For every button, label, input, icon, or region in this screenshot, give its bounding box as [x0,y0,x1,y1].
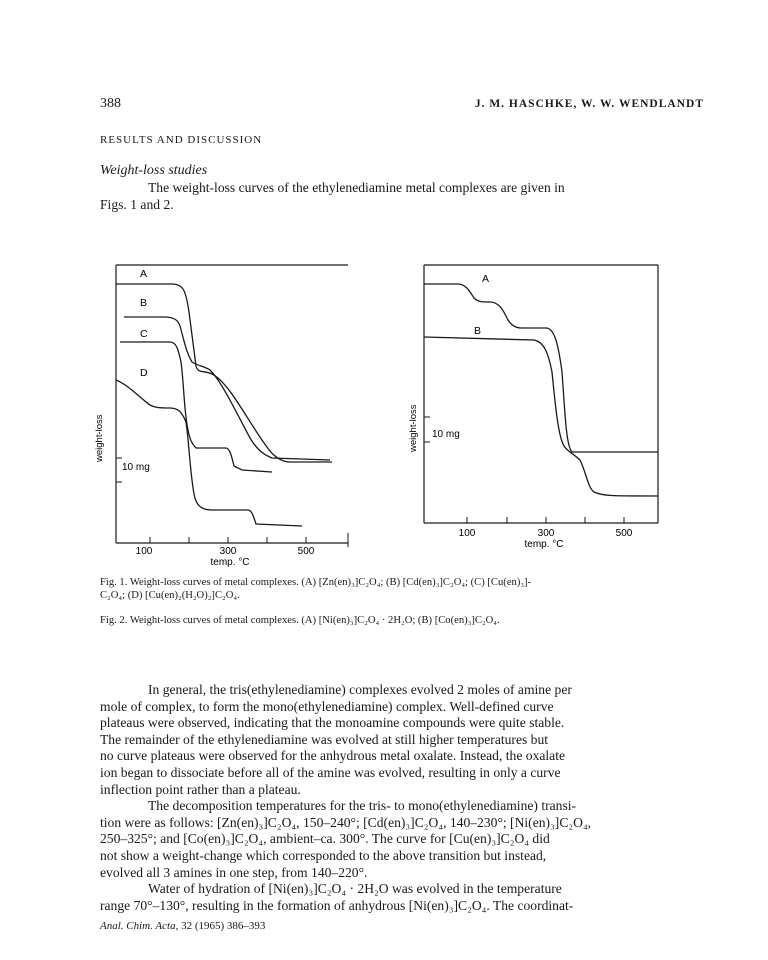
figure-2-frame [424,265,658,523]
x-tick-label: 100 [135,546,153,557]
curve-a [424,284,658,452]
caption-line: C₂O₄; (D) [Cu(en)₂(H₂O)₂]C₂O₄. [100,590,240,602]
y-axis-label: weight-loss [94,414,105,462]
page-number: 388 [100,96,121,111]
x-tick-label: 300 [537,528,555,539]
text-line: plateaus were observed, indicating that the monoamine compounds were quite stable. [100,715,565,731]
text-line: The weight-loss curves of the ethylenediamine metal complexes are given in [148,180,565,195]
scale-label: 10 mg [122,462,150,473]
scale-label: 10 mg [432,429,460,440]
footer-citation [100,920,265,932]
running-head: J. M. HASCHKE, W. W. WENDLANDT [474,98,704,110]
subsection-heading: Weight-loss studies [100,163,208,178]
text-line: Figs. 1 and 2. [100,196,174,212]
x-tick-label: 500 [297,546,315,557]
text-line: ion began to dissociate before all of the amine was evolved, resulting in only a curve [100,764,561,780]
figure-2-caption [100,614,710,627]
text-line: The remainder of the ethylenediamine was evolved at still higher temperatures but [100,731,549,747]
x-axis-label: temp. °C [210,557,250,568]
curve-b [424,337,658,496]
curve-label-b: B [140,297,148,309]
text-line: not show a weight-change which corresponded to the above transition but instead, [100,847,547,863]
curve-d [116,380,302,526]
figure-1 [94,262,352,568]
text-line: Water of hydration of [Ni(en)₃]C₂O₄ · 2H₂O was evolved in the temperature [148,881,562,897]
x-axis-label: temp. °C [524,539,564,550]
figure-2 [408,262,662,552]
curve-label-b: B [474,325,482,337]
caption-line: Fig. 2. Weight-loss curves of metal complexes. (A) [Ni(en)₃]C₂O₄ · 2H₂O; (B) [Co(en)₃]C₂O₄. [100,615,500,626]
figure-1-caption [100,576,710,602]
caption-line: Fig. 1. Weight-loss curves of metal complexes. (A) [Zn(en)₃]C₂O₄; (B) [Cd(en)₃]C₂O₄; (C) [Cu(en)₃]- [100,577,532,588]
y-axis-label: weight-loss [408,404,419,452]
text-line: In general, the tris(ethylenediamine) complexes evolved 2 moles of amine per [148,682,572,697]
curve-label-d: D [140,367,148,379]
curve-label-a: A [140,268,148,280]
text-line: evolved all 3 amines in one step, from 140–220°. [100,864,368,880]
text-line: range 70°–130°, resulting in the formation of anhydrous [Ni(en)₃]C₂O₄. The coordinat- [100,897,574,913]
intro-paragraph [100,180,708,213]
curve-label-c: C [140,328,148,340]
text-line: mole of complex, to form the mono(ethylenediamine) complex. Well-defined curve [100,698,554,714]
citation-volume: 32 (1965) 386–393 [181,920,266,932]
body-text [100,682,708,914]
text-line: inflection point rather than a plateau. [100,781,301,797]
text-line: tion were as follows: [Zn(en)₃]C₂O₄, 150–240°; [Cd(en)₃]C₂O₄, 140–230°; [Ni(en)₃]C₂O₄, [100,814,592,830]
x-tick-label: 500 [615,528,633,539]
x-tick-label: 300 [219,546,237,557]
curve-label-a: A [482,273,490,285]
section-heading: RESULTS AND DISCUSSION [100,134,263,146]
journal-name: Anal. Chim. Acta, [100,920,179,932]
text-line: The decomposition temperatures for the tris- to mono(ethylenediamine) transi- [148,798,577,814]
curve-a [116,284,332,462]
x-tick-label: 100 [458,528,476,539]
text-line: 250–325°; and [Co(en)₃]C₂O₄, ambient–ca. 300°. The curve for [Cu(en)₃]C₂O₄ did [100,831,550,847]
text-line: no curve plateaus were observed for the anhydrous metal oxalate. Instead, the oxalate [100,748,566,764]
